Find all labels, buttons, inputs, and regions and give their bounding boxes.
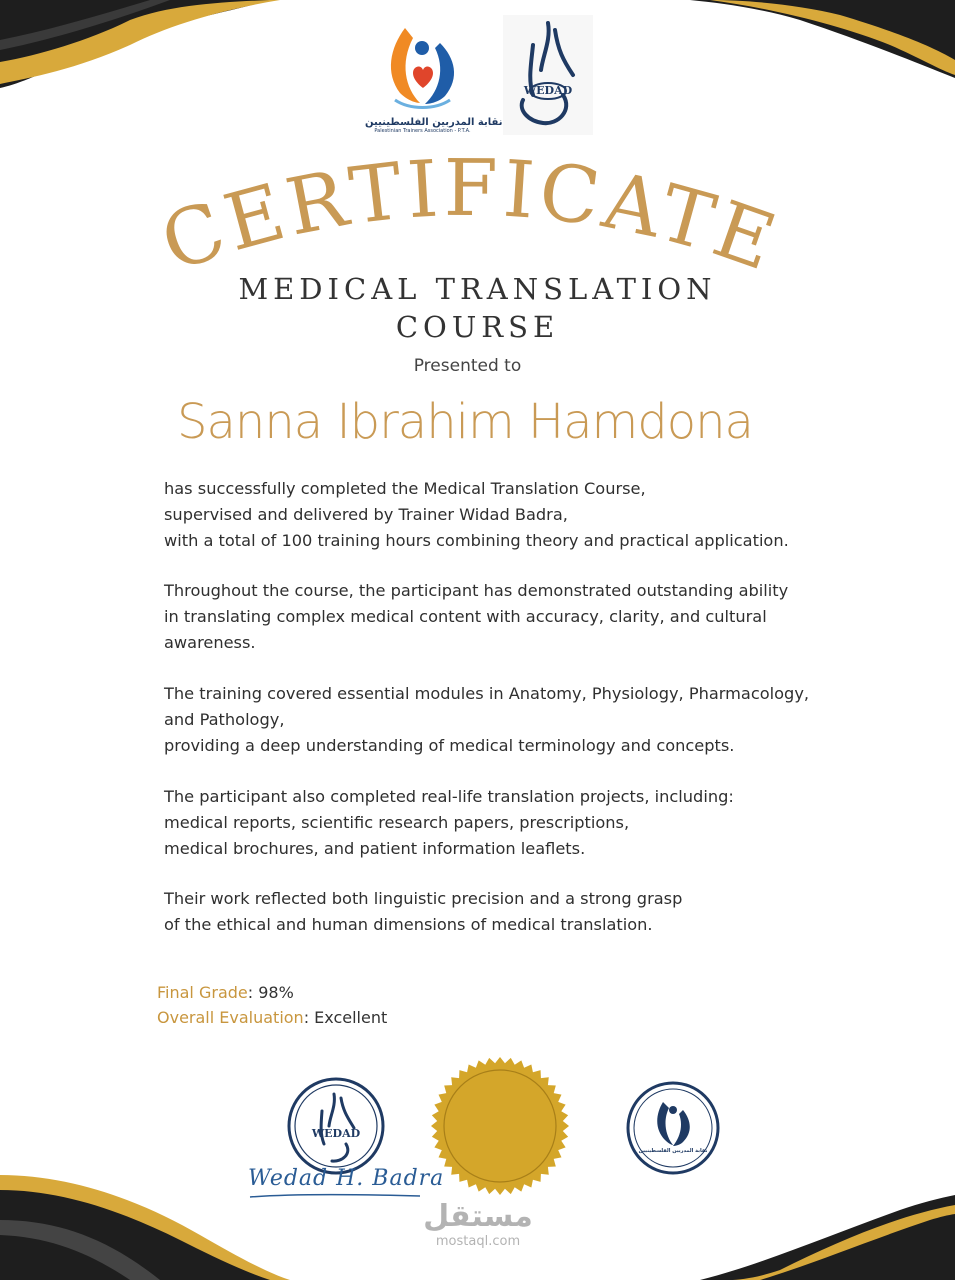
wedad-logo-text: WEDAD xyxy=(523,84,573,97)
body-paragraph-3 xyxy=(164,681,864,759)
certificate-title-text: CERTIFICATE xyxy=(150,150,790,280)
paragraph-line: supervised and delivered by Trainer Widad Badra, xyxy=(164,505,568,524)
paragraph-line: of the ethical and human dimensions of medical translation. xyxy=(164,915,653,934)
certificate-title xyxy=(150,150,790,280)
overall-evaluation-value: : Excellent xyxy=(303,1008,388,1027)
presented-to-label: Presented to xyxy=(413,356,522,376)
paragraph-line: awareness. xyxy=(164,633,256,652)
paragraph-line: providing a deep understanding of medical terminology and concepts. xyxy=(164,736,735,755)
gold-seal-icon xyxy=(430,1056,570,1196)
paragraph-line: Their work reflected both linguistic precision and a strong grasp xyxy=(164,889,683,908)
paragraph-line: with a total of 100 training hours combining theory and practical application. xyxy=(164,531,789,550)
wedad-logo xyxy=(503,15,593,135)
paragraph-line: and Pathology, xyxy=(164,710,285,729)
overall-evaluation-label: Overall Evaluation xyxy=(157,1008,304,1027)
watermark-arabic: مستقل xyxy=(423,1199,533,1234)
pta-logo-arabic: نقابة المدربين الفلسطينيين xyxy=(365,117,503,128)
pta-stamp-text: نقابة المدربين الفلسطينيين xyxy=(638,1148,708,1154)
pta-logo-english: Palestinian Trainers Association - P.T.A. xyxy=(374,128,471,134)
paragraph-line: The training covered essential modules in Anatomy, Physiology, Pharmacology, xyxy=(164,684,810,703)
body-paragraph-2 xyxy=(164,578,864,656)
pta-stamp xyxy=(625,1080,721,1176)
mostaql-watermark xyxy=(418,1200,538,1249)
final-grade-label: Final Grade xyxy=(157,983,248,1002)
body-paragraph-4 xyxy=(164,784,864,862)
corner-decoration-bottom-right xyxy=(700,1195,955,1280)
paragraph-line: in translating complex medical content with accuracy, clarity, and cultural xyxy=(164,607,767,626)
paragraph-line: The participant also completed real-life translation projects, including: xyxy=(164,787,734,806)
watermark-url: mostaql.com xyxy=(435,1234,521,1249)
course-name-line2: COURSE xyxy=(395,310,560,344)
body-paragraph-5 xyxy=(164,886,864,938)
corner-decoration-top-right xyxy=(690,0,955,80)
wedad-stamp xyxy=(286,1076,386,1176)
wedad-stamp-icon xyxy=(286,1076,386,1176)
paragraph-line: Throughout the course, the participant has demonstrated outstanding ability xyxy=(164,581,789,600)
paragraph-line: has successfully completed the Medical Translation Course, xyxy=(164,479,646,498)
signature-underline xyxy=(248,1192,423,1200)
paragraph-line: medical reports, scientific research papers, prescriptions, xyxy=(164,813,630,832)
course-name-line1: MEDICAL TRANSLATION xyxy=(238,272,717,306)
final-grade xyxy=(157,983,294,1002)
corner-decoration-top-left xyxy=(0,0,290,90)
svg-text:CERTIFICATE xyxy=(150,150,789,280)
wedad-calligraphy-icon xyxy=(503,15,593,135)
pta-stamp-icon xyxy=(625,1080,721,1176)
body-paragraph-1 xyxy=(164,476,864,554)
trainer-signature: Wedad H. Badra xyxy=(248,1166,445,1191)
final-grade-value: : 98% xyxy=(247,983,294,1002)
wedad-stamp-text: WEDAD xyxy=(311,1127,361,1140)
overall-evaluation xyxy=(157,1008,387,1027)
pta-logo xyxy=(365,18,503,134)
pta-emblem-icon xyxy=(365,18,480,113)
paragraph-line: medical brochures, and patient information leaflets. xyxy=(164,839,586,858)
recipient-name: Sanna Ibrahim Hamdona xyxy=(177,394,753,450)
